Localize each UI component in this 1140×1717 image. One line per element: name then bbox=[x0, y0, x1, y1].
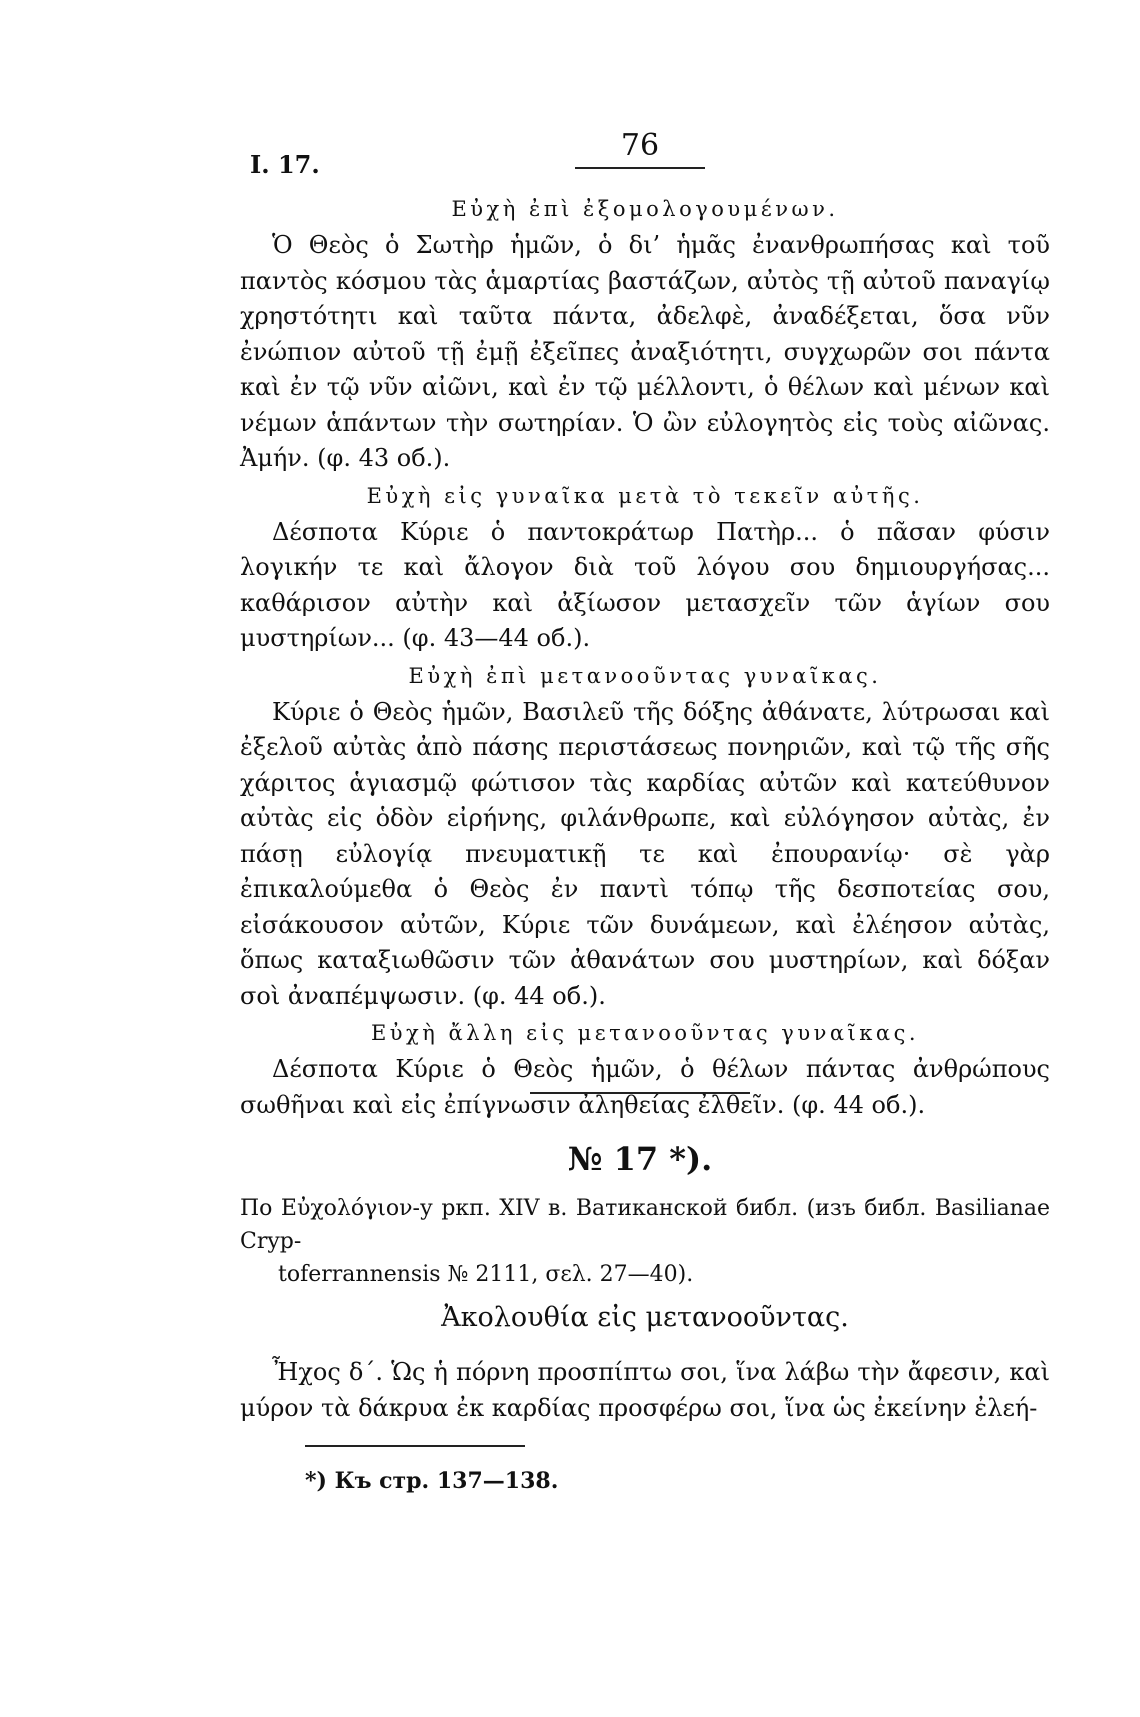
prayer-text-1: Ὁ Θεὸς ὁ Σωτὴρ ἡμῶν, ὁ δι’ ἡμᾶς ἐνανθρωπήσας καὶ τοῦ παντὸς κόσμου τὰς ἁμαρτίας βαστάζων, αὐτὸς τῇ αὐτοῦ παναγίῳ χρηστότητι καὶ ταῦτα πάντα, ἀδελφὲ, ἀναδέξεται, ὅσα νῦν ἐνώπιον αὐτοῦ τῇ ἐμῇ ἐξεῖπες ἀναξιότητι, συγχωρῶν σοι πάντα καὶ ἐν τῷ νῦν αἰῶνι, καὶ ἐν τῷ μέλλοντι, ὁ θέλων καὶ μένων καὶ νέμων ἁπάντων τὴν σωτηρίαν. Ὁ ὢν εὐλογητὸς εἰς τοὺς αἰῶνας. Ἀμήν. (φ. 43 οб.). bbox=[240, 231, 1050, 472]
akolouthia-title: Ἀκολουθία εἰς μετανοοῦντας. bbox=[441, 1302, 849, 1333]
source-line-1: По Εὐχολόγιον-у ркп. XIV в. Ватиканской библ. (изъ библ. Basilianae Cryp- bbox=[240, 1196, 1050, 1254]
hymn-text: Ἦχος δ΄. Ὡς ἡ πόρνη προσπίπτω σοι, ἵνα λάβω τὴν ἄφεσιν, καὶ μύρον τὰ δάκρυα ἐκ καρδίας προσφέρω σοι, ἵνα ὡς ἐκείνην ἐλεή- bbox=[240, 1358, 1050, 1422]
prayer-text-4: Δέσποτα Κύριε ὁ Θεὸς ἡμῶν, ὁ θέλων πάντας ἀνθρώπους σωθῆναι καὶ εἰς ἐπίγνωσιν ἀληθείας ἐλθεῖν. (φ. 44 οб.). bbox=[240, 1055, 1050, 1119]
prayer-text-3: Κύριε ὁ Θεὸς ἡμῶν, Βασιλεῦ τῆς δόξης ἀθάνατε, λύτρωσαι καὶ ἐξελοῦ αὐτὰς ἀπὸ πάσης περιστάσεως πονηριῶν, καὶ τῷ τῆς σῆς χάριτος ἁγιασμῷ φώτισον τὰς καρδίας αὐτῶν καὶ κατεύθυνον αὐτὰς εἰς ὁδὸν εἰρήνης, φιλάνθρωπε, καὶ εὐλόγησον αὐτὰς, ἐν πάσῃ εὐλογίᾳ πνευματικῇ τε καὶ ἐπουρανίῳ· σὲ γὰρ ἐπικαλούμεθα ὁ Θεὸς ἐν παντὶ τόπῳ τῆς δεσποτείας σου, εἰσάκουσον αὐτῶν, Κύριε τῶν δυνάμεων, καὶ ἐλέησον αὐτὰς, ὅπως καταξιωθῶσιν τῶν ἀθανάτων σου μυστηρίων, καὶ δόξαν σοὶ ἀναπέμψωσιν. (φ. 44 οб.). bbox=[240, 697, 1050, 1010]
prayer-text-2: Δέσποτα Κύριε ὁ παντοκράτωρ Πατὴρ... ὁ πᾶσαν φύσιν λογικήν τε καὶ ἄλογον διὰ τοῦ λόγου σου δημιουργήσας... καθάρισον αὐτὴν καὶ ἀξίωσον μετασχεῖν τῶν ἁγίων σου μυστηρίων... (φ. 43—44 οб.). bbox=[240, 517, 1050, 652]
prayer-title-2: Εὐχὴ εἰς γυναῖκα μετὰ τὸ τεκεῖν αὐτῆς. bbox=[366, 483, 924, 508]
prayer-title-1: Εὐχὴ ἐπὶ ἐξομολογουμένων. bbox=[451, 197, 839, 221]
source-line-2: toferrannensis № 2111, σελ. 27—40). bbox=[278, 1262, 694, 1287]
footnote: *) Къ стр. 137—138. bbox=[305, 1468, 559, 1494]
prayer-title-4: Εὐχὴ ἄλλη εἰς μετανοοῦντας γυναῖκας. bbox=[370, 1021, 920, 1045]
section-separator bbox=[530, 1092, 750, 1094]
footnote-rule bbox=[305, 1445, 525, 1447]
prayer-title-3: Εὐχὴ ἐπὶ μετανοοῦντας γυναῖκας. bbox=[408, 663, 882, 688]
page-number-rule bbox=[575, 167, 705, 169]
document-number: № 17 *). bbox=[567, 1140, 713, 1178]
source-note bbox=[240, 1192, 1050, 1291]
page-number: 76 bbox=[620, 128, 660, 163]
prayers-block bbox=[240, 190, 1050, 1123]
signature-mark: I. 17. bbox=[250, 150, 320, 179]
hymn-block bbox=[240, 1355, 1050, 1426]
